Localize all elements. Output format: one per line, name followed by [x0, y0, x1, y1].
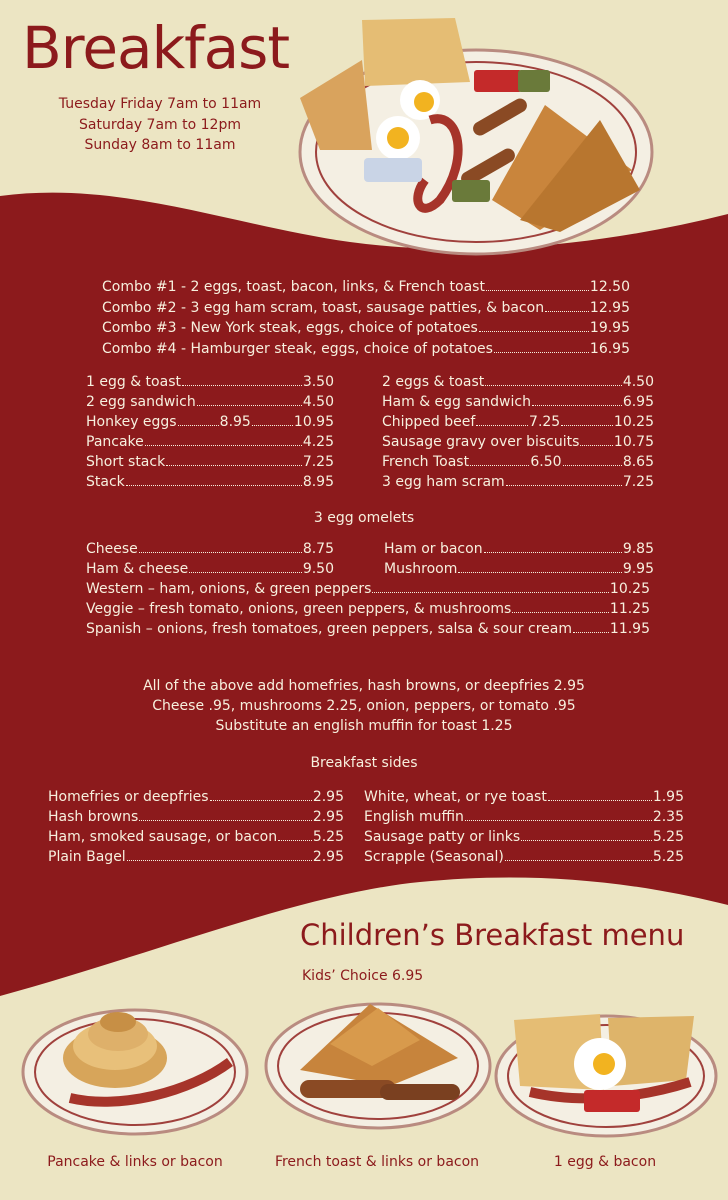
menu-item-combo-2: Combo #2 - 3 egg ham scram, toast, sausage patties, & bacon 12.95	[102, 300, 630, 316]
omelets-heading: 3 egg omelets	[313, 510, 415, 526]
note-line: Cheese .95, mushrooms 2.25, onion, peppers, or tomato .95	[152, 698, 576, 714]
hours-line: Tuesday Friday 7am to 11am	[58, 96, 262, 112]
kids-caption-pancake: Pancake & links or bacon	[47, 1154, 223, 1170]
note-line: Substitute an english muffin for toast 1.25	[215, 718, 513, 734]
menu-item: Spanish – onions, fresh tomatoes, green peppers, salsa & sour cream 11.95	[86, 621, 650, 637]
menu-item: Cheese 8.75	[86, 541, 334, 557]
menu-item: Short stack 7.25	[86, 454, 334, 470]
french-toast-plate-image	[266, 1004, 490, 1128]
kids-caption-french-toast: French toast & links or bacon	[274, 1154, 480, 1170]
menu-item: Chipped beef 7.25 10.25	[382, 414, 655, 430]
note-line: All of the above add homefries, hash browns, or deepfries 2.95	[143, 678, 585, 694]
menu-item: 2 egg sandwich 4.50	[86, 394, 334, 410]
menu-item: Honkey eggs 8.95 10.95	[86, 414, 334, 430]
menu-item: Homefries or deepfries 2.95	[48, 789, 344, 805]
menu-item: 1 egg & toast 3.50	[86, 374, 334, 390]
menu-item: Stack 8.95	[86, 474, 334, 490]
menu-item: Sausage patty or links 5.25	[364, 829, 684, 845]
menu-item-combo-1: Combo #1 - 2 eggs, toast, bacon, links, & French toast 12.50	[102, 279, 630, 295]
menu-item: Sausage gravy over biscuits 10.75	[382, 434, 654, 450]
menu-item: Ham & egg sandwich 6.95	[382, 394, 654, 410]
menu-item: Ham, smoked sausage, or bacon 5.25	[48, 829, 344, 845]
kids-choice-price: Kids’ Choice 6.95	[302, 968, 424, 984]
menu-item-combo-3: Combo #3 - New York steak, eggs, choice of potatoes 19.95	[102, 320, 630, 336]
menu-item: Veggie – fresh tomato, onions, green peppers, & mushrooms 11.25	[86, 601, 650, 617]
menu-item: Ham or bacon 9.85	[384, 541, 654, 557]
menu-item: French Toast 6.50 8.65	[382, 454, 654, 470]
menu-item: English muffin 2.35	[364, 809, 684, 825]
hours-line: Saturday 7am to 12pm	[79, 116, 241, 133]
pancake-plate-image	[23, 1010, 247, 1134]
menu-item: Pancake 4.25	[86, 434, 334, 450]
page-title: Breakfast	[22, 14, 290, 82]
egg-bacon-plate-image	[496, 1014, 716, 1136]
menu-item-combo-4: Combo #4 - Hamburger steak, eggs, choice of potatoes 16.95	[102, 341, 630, 357]
menu-item: Mushroom 9.95	[384, 561, 654, 577]
menu-item: 2 eggs & toast 4.50	[382, 374, 654, 390]
menu-item: Ham & cheese 9.50	[86, 561, 334, 577]
menu-item: Plain Bagel 2.95	[48, 849, 344, 865]
menu-item: Hash browns 2.95	[48, 809, 344, 825]
kids-menu-title: Children’s Breakfast menu	[300, 918, 685, 952]
menu-item: Western – ham, onions, & green peppers 10.25	[86, 581, 650, 597]
menu-item: Scrapple (Seasonal) 5.25	[364, 849, 684, 865]
sides-heading: Breakfast sides	[310, 755, 418, 771]
kids-caption-egg-bacon: 1 egg & bacon	[553, 1154, 657, 1170]
menu-item: 3 egg ham scram 7.25	[382, 474, 654, 490]
menu-item: White, wheat, or rye toast 1.95	[364, 789, 684, 805]
hours-line: Sunday 8am to 11am	[84, 137, 236, 153]
hours-block	[40, 94, 280, 156]
